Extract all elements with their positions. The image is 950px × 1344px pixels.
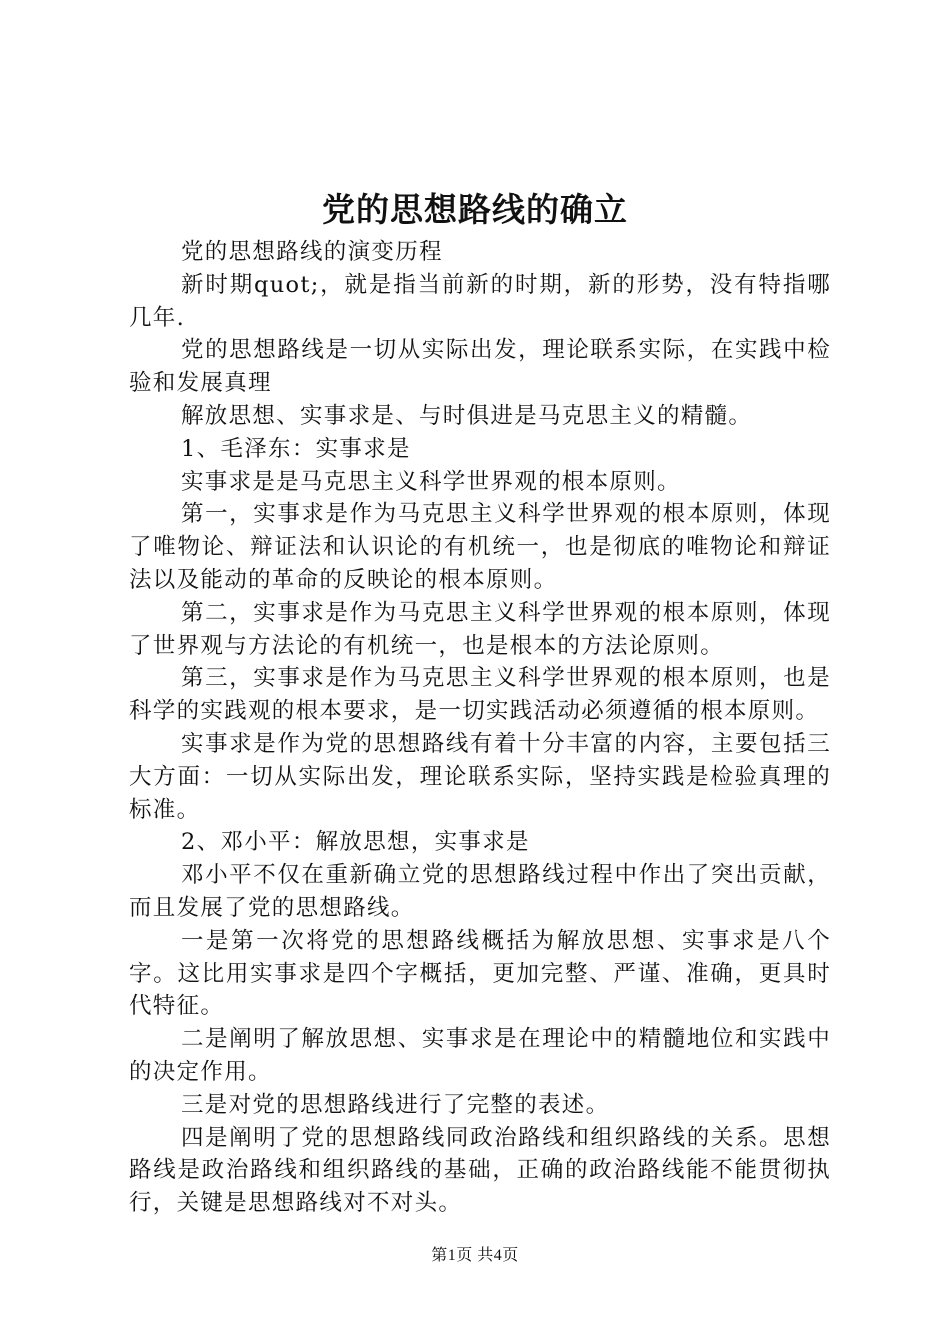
paragraph: 解放思想、实事求是、与时俱进是马克思主义的精髓。	[181, 402, 753, 429]
paragraph: 第二，实事求是作为马克思主义科学世界观的根本原则，体现了世界观与方法论的有机统一，也是根本的方法论原则。	[129, 599, 831, 659]
page-title: 党的思想路线的确立	[322, 190, 628, 229]
paragraph: 一是第一次将党的思想路线概括为解放思想、实事求是八个字。这比用实事求是四个字概括，更加完整、严谨、准确，更具时代特征。	[129, 927, 831, 1020]
section-heading: 2、邓小平：解放思想，实事求是	[181, 829, 530, 856]
section-heading: 1、毛泽东：实事求是	[181, 435, 411, 462]
paragraph: 三是对党的思想路线进行了完整的表述。	[181, 1091, 610, 1118]
paragraph: 二是阐明了解放思想、实事求是在理论中的精髓地位和实践中的决定作用。	[129, 1026, 831, 1085]
paragraph: 新时期quot;，就是指当前新的时期，新的形势，没有特指哪几年.	[129, 271, 831, 331]
paragraph: 四是阐明了党的思想路线同政治路线和组织路线的关系。思想路线是政治路线和组织路线的基础，正确的政治路线能不能贯彻执行，关键是思想路线对不对头。	[129, 1124, 831, 1217]
paragraph: 党的思想路线的演变历程	[181, 239, 443, 265]
paragraph: 实事求是是马克思主义科学世界观的根本原则。	[181, 468, 681, 495]
document-body	[129, 236, 831, 1220]
paragraph: 第三，实事求是作为马克思主义科学世界观的根本原则，也是科学的实践观的根本要求，是一切实践活动必须遵循的根本原则。	[129, 665, 831, 725]
paragraph: 实事求是作为党的思想路线有着十分丰富的内容，主要包括三大方面：一切从实际出发，理论联系实际，坚持实践是检验真理的标准。	[129, 730, 831, 823]
page-number: 第1页 共4页	[431, 1247, 519, 1264]
paragraph: 邓小平不仅在重新确立党的思想路线过程中作出了突出贡献，而且发展了党的思想路线。	[129, 862, 831, 921]
paragraph: 第一，实事求是作为马克思主义科学世界观的根本原则，体现了唯物论、辩证法和认识论的有机统一，也是彻底的唯物论和辩证法以及能动的革命的反映论的根本原则。	[129, 501, 831, 593]
paragraph: 党的思想路线是一切从实际出发，理论联系实际，在实践中检验和发展真理	[129, 337, 831, 397]
